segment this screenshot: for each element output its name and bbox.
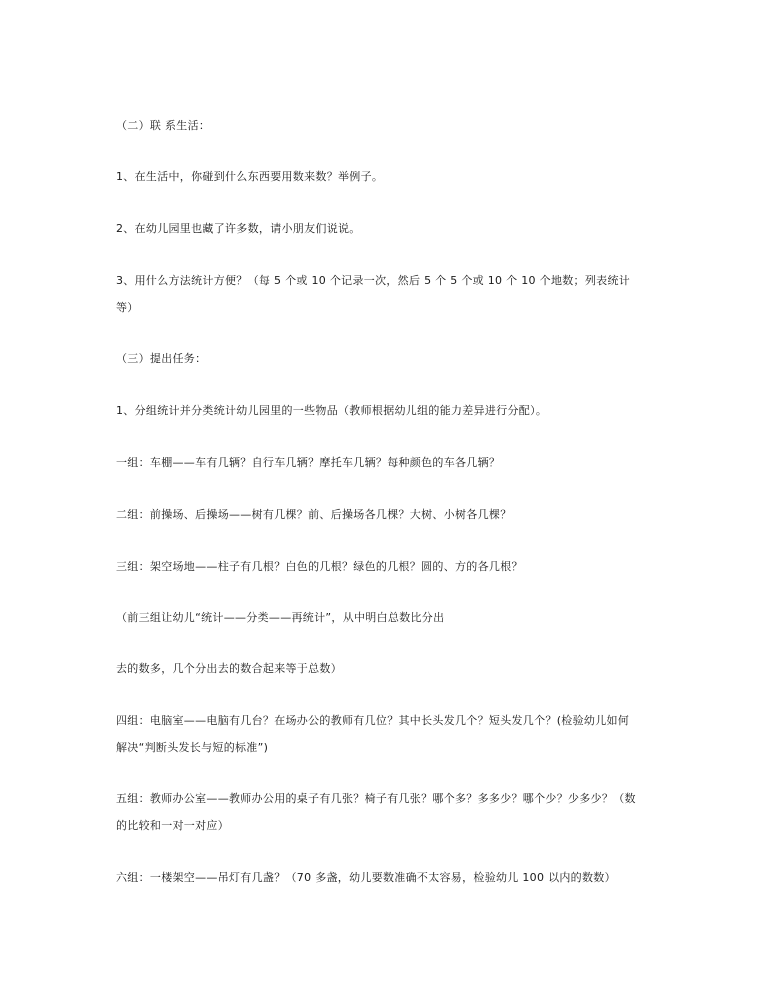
section-heading-tasks: （三）提出任务：: [116, 352, 207, 365]
group-5: 五组：教师办公室——教师办公用的桌子有几张？椅子有几张？哪个多？多多少？哪个少？少多少？（数: [116, 792, 636, 805]
group-3: 三组：架空场地——柱子有几根？白色的几根？绿色的几根？圆的、方的各几根？: [116, 560, 523, 573]
question-1: 1、在生活中，你碰到什么东西要用数来数？举例子。: [116, 170, 384, 183]
group-4: 四组：电脑室——电脑有几台？在场办公的教师有几位？其中长头发几个？短头发几个？(检验幼儿如何: [116, 714, 630, 727]
question-3-continued: 等）: [116, 301, 139, 314]
section-heading-connect-life: （二）联 系生活：: [116, 119, 211, 132]
question-2: 2、在幼儿园里也藏了许多数，请小朋友们说说。: [116, 222, 361, 235]
question-3: 3、用什么方法统计方便？（每 5 个或 10 个记录一次，然后 5 个 5 个或 10 个 10 个地数；列表统计: [116, 274, 631, 287]
group-1: 一组：车棚——车有几辆？自行车几辆？摩托车几辆？每种颜色的车各几辆？: [116, 456, 501, 469]
group-6: 六组：一楼架空——吊灯有几盏？（70 多盏，幼儿要数准确不太容易，检验幼儿 100 以内的数数）: [116, 871, 616, 884]
task-1: 1、分组统计并分类统计幼儿园里的一些物品（教师根据幼儿组的能力差异进行分配）。: [116, 404, 548, 417]
group-5-continued: 的比较和一对一对应）: [116, 819, 229, 832]
groups-note: （前三组让幼儿“统计——分类——再统计”，从中明白总数比分出: [116, 611, 445, 624]
group-4-continued: 解决“判断头发长与短的标准”): [116, 741, 269, 754]
group-2: 二组：前操场、后操场——树有几棵？前、后操场各几棵？大树、小树各几棵？: [116, 508, 512, 521]
groups-note-continued: 去的数多，几个分出去的数合起来等于总数）: [116, 662, 342, 675]
